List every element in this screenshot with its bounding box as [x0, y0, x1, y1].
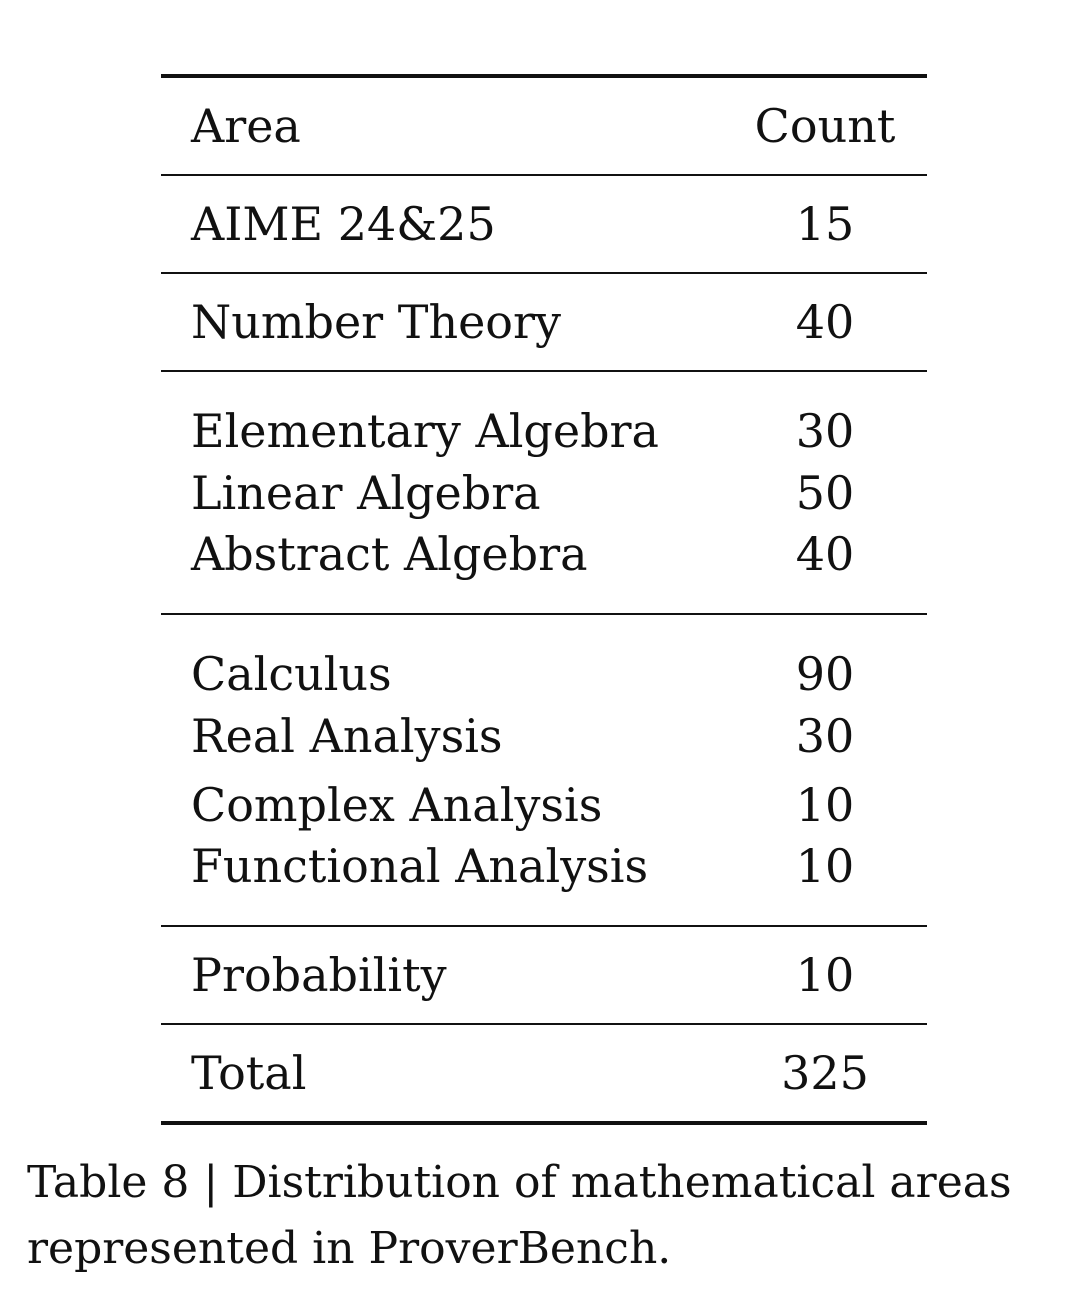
row-count: 90 [723, 614, 927, 701]
header-count: Count [723, 76, 927, 175]
total-count: 325 [723, 1024, 927, 1123]
table-row [161, 527, 927, 614]
row-count: 50 [795, 465, 855, 520]
row-count: 15 [723, 175, 927, 273]
row-count: 10 [795, 839, 855, 893]
row-area: Linear Algebra [191, 465, 541, 520]
row-area: Functional Analysis [191, 839, 649, 893]
row-area: Calculus [161, 614, 723, 701]
row-count: 40 [795, 527, 855, 581]
table-total-row [161, 1024, 927, 1123]
table-row [161, 458, 927, 527]
table-row [161, 614, 927, 701]
row-area: Real Analysis [191, 708, 503, 763]
row-area: Elementary Algebra [161, 371, 723, 458]
table-row [161, 273, 927, 371]
row-area: AIME 24&25 [161, 175, 723, 273]
row-count: 10 [723, 926, 927, 1024]
row-count: 10 [795, 777, 855, 832]
distribution-table [161, 74, 927, 1125]
row-area: Complex Analysis [191, 777, 603, 832]
row-count: 30 [723, 371, 927, 458]
total-label: Total [161, 1024, 723, 1123]
header-area: Area [161, 76, 723, 175]
row-count: 30 [795, 708, 855, 763]
table-row [161, 175, 927, 273]
table-row [161, 926, 927, 1024]
row-area: Number Theory [161, 273, 723, 371]
table-row [161, 371, 927, 458]
row-area: Abstract Algebra [191, 527, 588, 581]
row-count: 40 [723, 273, 927, 371]
row-area: Probability [161, 926, 723, 1024]
table-caption: Table 8 | Distribution of mathematical areas represented in ProverBench. [27, 1157, 1012, 1274]
table-header-row [161, 76, 927, 175]
table-row [161, 839, 927, 926]
distribution-table-container [161, 74, 927, 1125]
table-row [161, 770, 927, 839]
table-row [161, 701, 927, 770]
